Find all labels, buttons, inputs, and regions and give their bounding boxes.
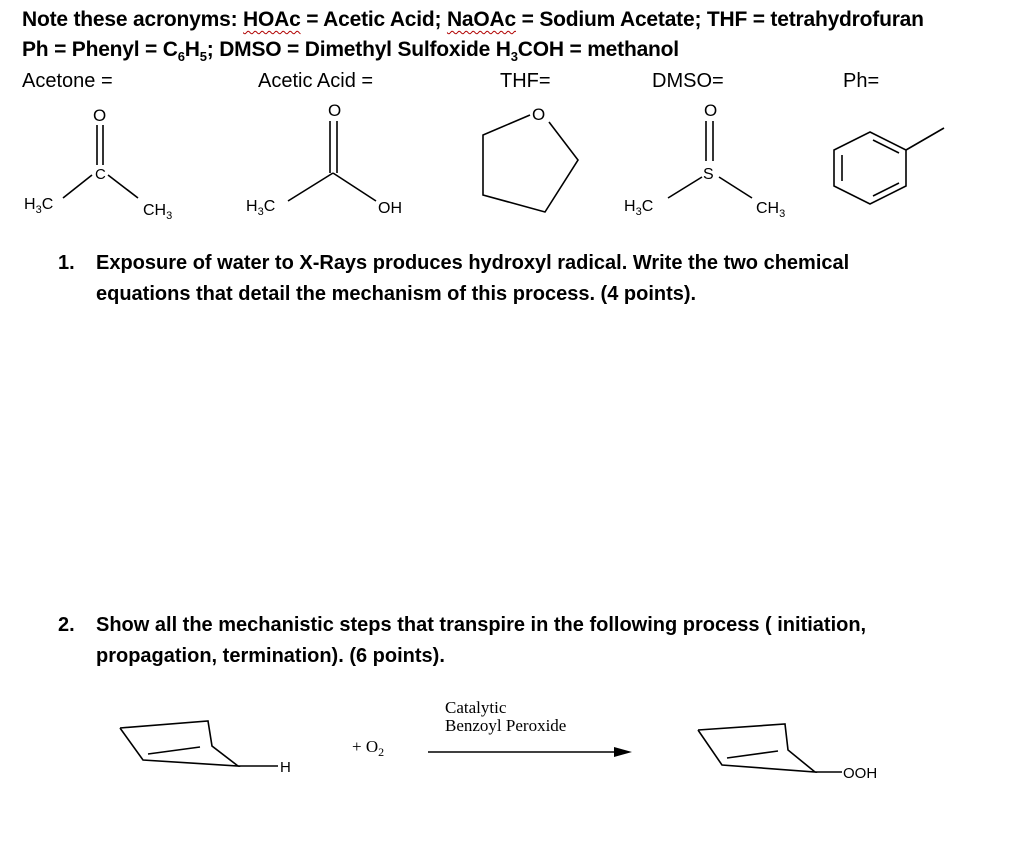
dmso-label: DMSO= <box>652 70 724 92</box>
svg-text:H3C: $H_3C$ <box>24 196 54 216</box>
phenyl-structure <box>834 128 944 204</box>
question-2-text-line1: Show all the mechanistic steps that transpire in the following process ( initiation, <box>96 614 867 636</box>
acetic-acid-structure <box>246 101 402 218</box>
question-2 <box>58 610 866 672</box>
hoac-term: HOAc <box>243 8 301 31</box>
question-1-text-line1: Exposure of water to X-Rays produces hydroxyl radical. Write the two chemical <box>96 252 850 274</box>
question-2-text-line2: propagation, termination). (6 points). <box>96 645 445 667</box>
svg-text:H3C: $H_3C$ <box>246 198 276 218</box>
svg-text:CH3: $CH_3$ <box>756 200 786 220</box>
structures-row <box>0 95 1024 235</box>
reaction-scheme <box>0 690 1024 800</box>
naoac-term: NaOAc <box>446 8 516 31</box>
acetone-structure <box>24 106 172 222</box>
cyclohexene-reactant <box>120 721 291 776</box>
reaction-arrow <box>428 747 632 757</box>
catalyst-line1: Catalytic <box>445 698 507 717</box>
hydroperoxide-product <box>698 724 877 782</box>
thf-label: THF= <box>500 70 551 92</box>
question-2-number: 2. <box>58 614 75 636</box>
svg-text:O: O <box>704 101 718 120</box>
svg-text:O: O <box>328 101 342 120</box>
acronym-line-1: Note these acronyms: HOAc = Acetic Acid; NaOAc = Sodium Acetate; THF = tetrahydrofuran <box>22 8 924 31</box>
question-1-text-line2: equations that detail the mechanism of this process. (4 points). <box>96 283 697 305</box>
svg-text:H: H <box>280 759 291 776</box>
svg-text:OOH: OOH <box>843 765 878 782</box>
question-1-number: 1. <box>58 252 75 274</box>
svg-text:OH: OH <box>378 200 402 217</box>
catalyst-line2: Benzoyl Peroxide <box>445 716 567 735</box>
svg-text:CH3: $CH_3$ <box>143 202 173 222</box>
acetone-label: Acetone = <box>22 70 113 92</box>
svg-text:C: C <box>95 166 106 183</box>
svg-text:S: S <box>703 166 714 183</box>
question-1 <box>58 248 849 310</box>
svg-text:O: O <box>93 106 107 125</box>
svg-text:O: O <box>532 105 546 124</box>
ph-label: Ph= <box>843 70 880 92</box>
oxygen-reagent: + $O_2$ <box>352 737 385 759</box>
acetic-acid-label: Acetic Acid = <box>258 70 374 92</box>
thf-structure <box>483 105 578 212</box>
svg-text:H3C: $H_3C$ <box>624 198 654 218</box>
acronym-line-2: Ph = Phenyl = $C_6H_5$; DMSO = Dimethyl Sulfoxide $H_3COH$ = methanol <box>22 38 679 65</box>
dmso-structure <box>624 101 785 220</box>
